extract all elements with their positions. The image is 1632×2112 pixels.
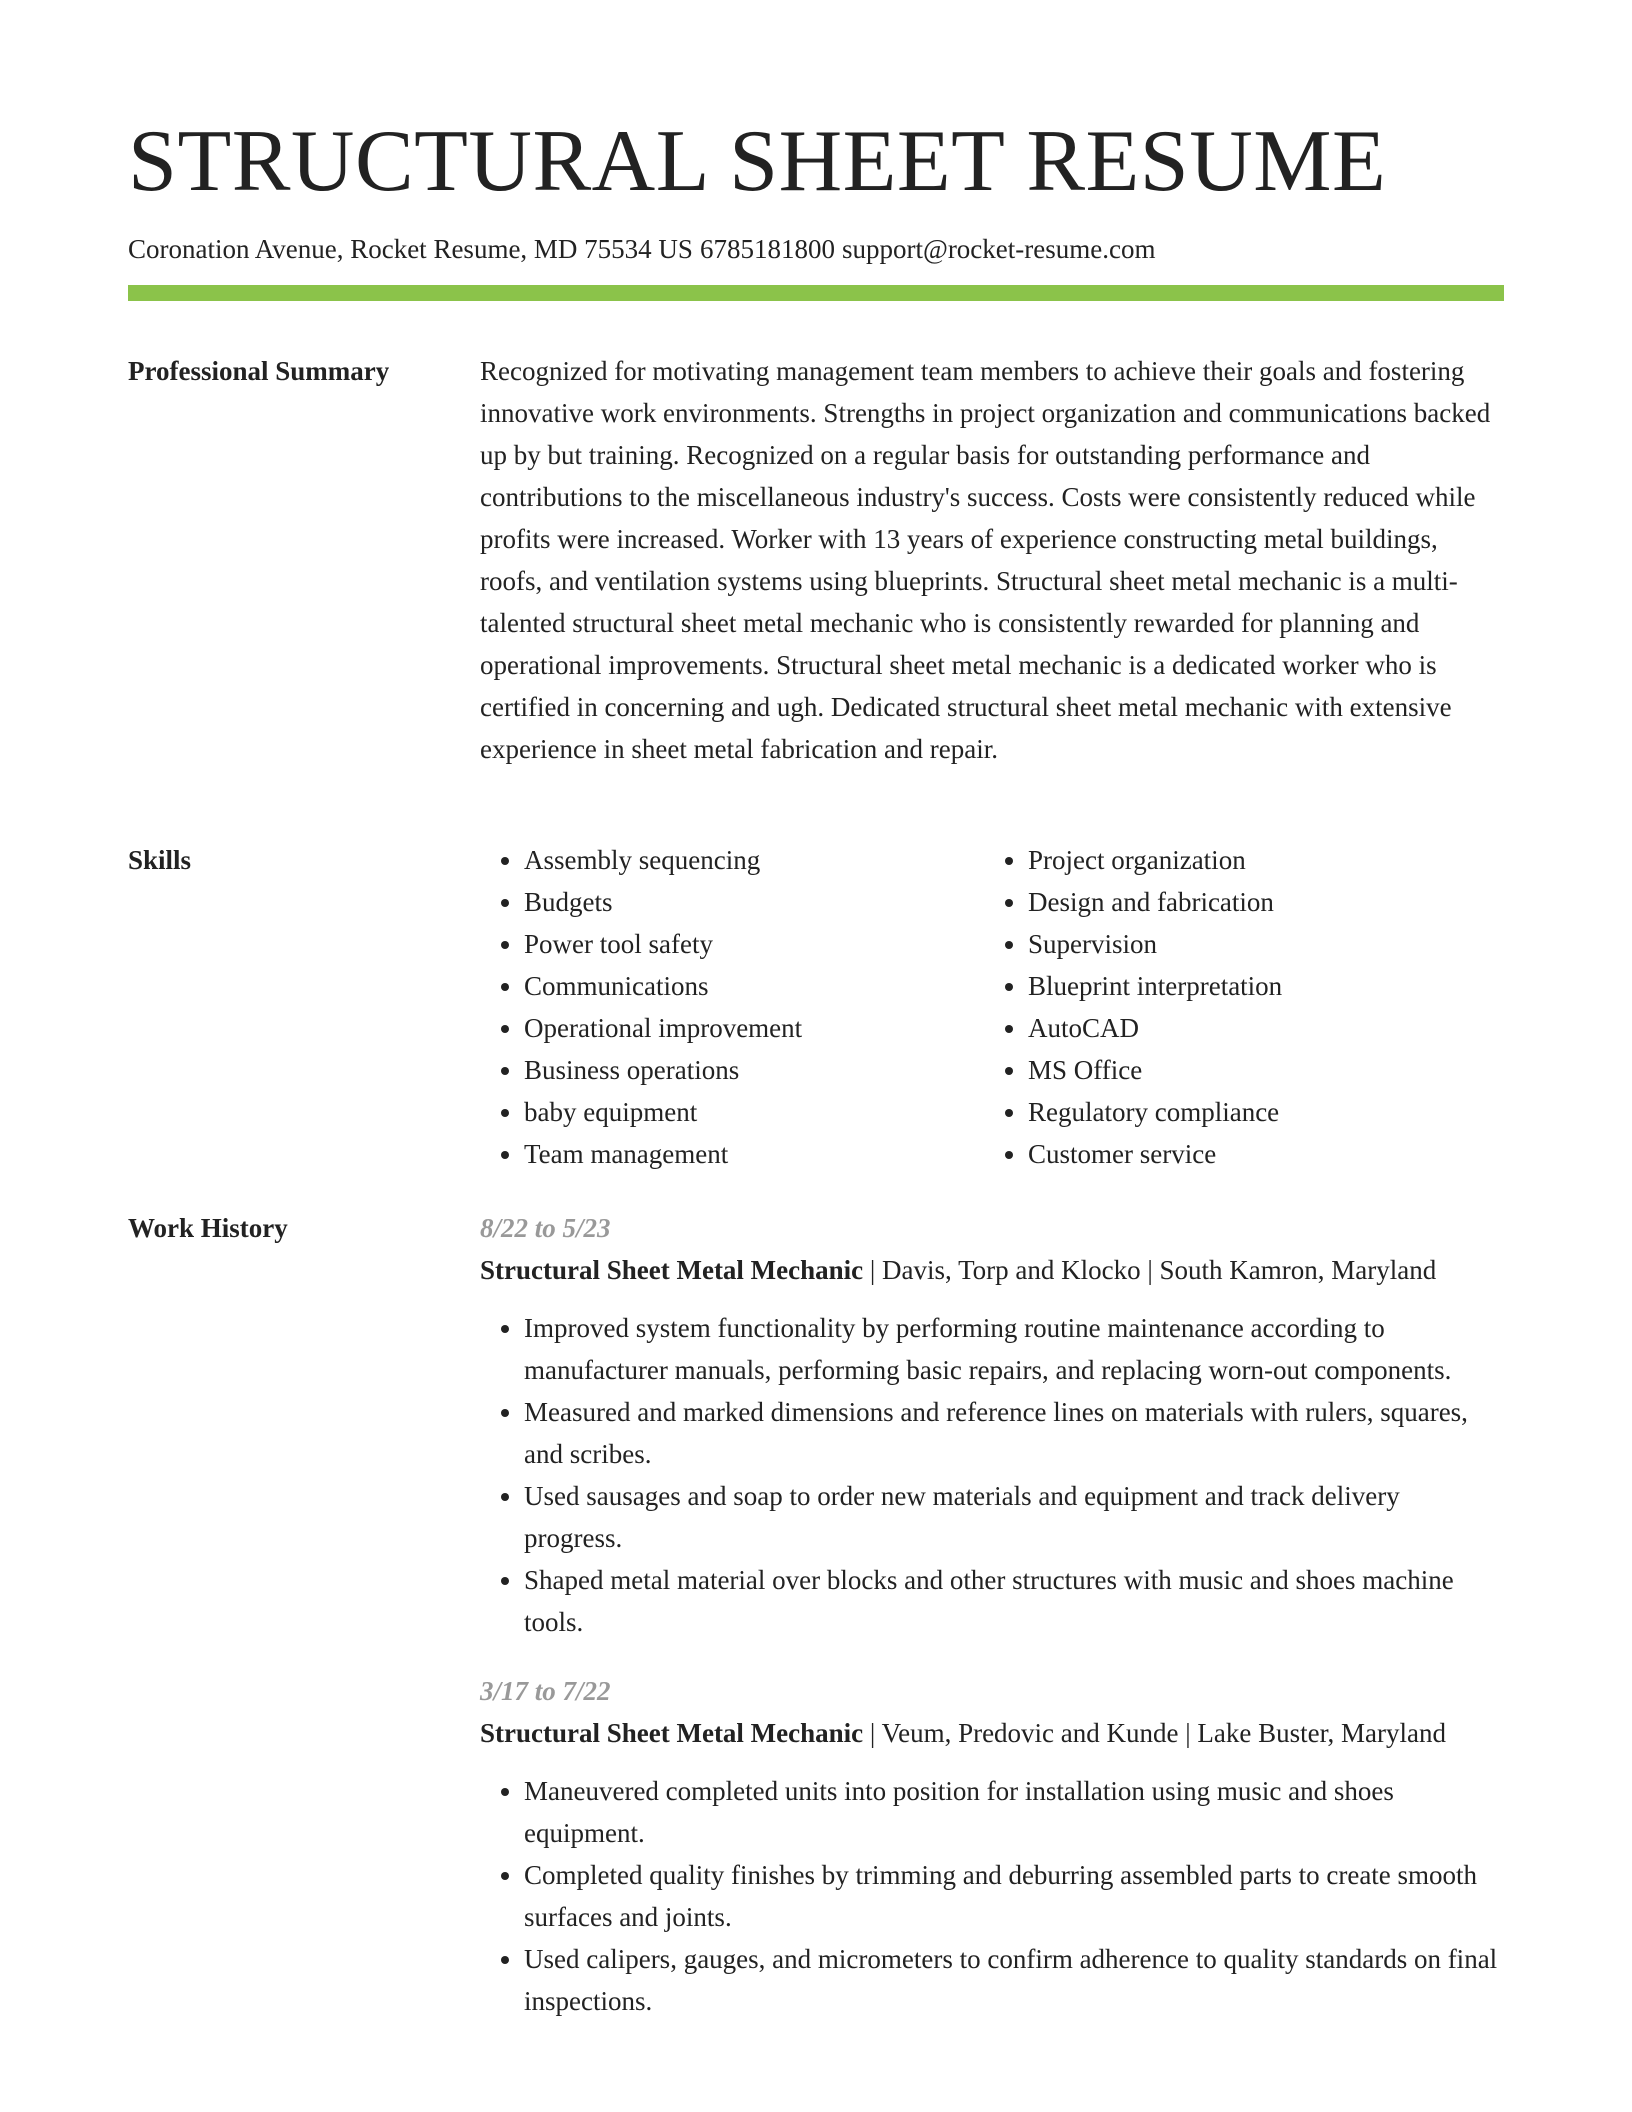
job-dates: 8/22 to 5/23 [480, 1213, 611, 1243]
job-bullet: • Measured and marked dimensions and reference lines on materials with rulers, squares, and scribes. [524, 1391, 1504, 1475]
skills-column-right [984, 839, 1488, 1175]
job-bullet: • Completed quality finishes by trimming and deburring assembled parts to create smooth surfaces and joints. [524, 1854, 1504, 1938]
work-history-label: Work History [128, 1213, 288, 1243]
skill-item: • Power tool safety [524, 923, 984, 965]
skill-item: • Budgets [524, 881, 984, 923]
skill-item: • Regulatory compliance [1028, 1091, 1488, 1133]
job-heading [480, 1712, 1504, 1754]
job-bullet: • Maneuvered completed units into position for installation using music and shoes equipment. [524, 1770, 1504, 1854]
work-history-body [480, 1207, 1504, 2022]
skill-item: • Blueprint interpretation [1028, 965, 1488, 1007]
skills-columns [480, 839, 1504, 1175]
skills-label: Skills [128, 845, 192, 875]
job-details: | Veum, Predovic and Kunde | Lake Buster, Maryland [863, 1718, 1447, 1748]
skill-item: • baby equipment [524, 1091, 984, 1133]
skill-item: • Business operations [524, 1049, 984, 1091]
summary-text: Recognized for motivating management team members to achieve their goals and fostering innovative work environments. Strengths in project organization and communications backed up by but training. Recognized on a regular basis for outstanding performance and contributions to the miscellaneous industry's success. Costs were consistently reduced while profits were increased. Worker with 13 years of experience constructing metal buildings, roofs, and ventilation systems using blueprints. Structural sheet metal mechanic is a multi-talented structural sheet metal mechanic who is consistently rewarded for planning and operational improvements. Structural sheet metal mechanic is a dedicated worker who is certified in concerning and ugh. Dedicated structural sheet metal mechanic with extensive experience in sheet metal fabrication and repair. [480, 356, 1491, 764]
job-entry [480, 1670, 1504, 2022]
job-bullet: • Improved system functionality by performing routine maintenance according to manufacturer manuals, performing basic repairs, and replacing worn-out components. [524, 1307, 1504, 1391]
job-bullet: • Shaped metal material over blocks and other structures with music and shoes machine tools. [524, 1559, 1504, 1643]
header-divider [128, 285, 1504, 301]
job-dates: 3/17 to 7/22 [480, 1676, 611, 1706]
summary-label: Professional Summary [128, 356, 390, 386]
skills-body [480, 839, 1504, 1175]
job-bullet: • Used sausages and soap to order new materials and equipment and track delivery progress. [524, 1475, 1504, 1559]
summary-body [480, 350, 1504, 770]
skill-item: • Supervision [1028, 923, 1488, 965]
job-bullets [480, 1307, 1504, 1643]
skill-item: • Design and fabrication [1028, 881, 1488, 923]
skill-item: • Team management [524, 1133, 984, 1175]
job-details: | Davis, Torp and Klocko | South Kamron, Maryland [863, 1255, 1437, 1285]
contact-phone: 6785181800 [699, 234, 835, 264]
job-bullet: • Used calipers, gauges, and micrometers to confirm adherence to quality standards on final inspections. [524, 1938, 1504, 2022]
skill-item: • Communications [524, 965, 984, 1007]
skill-item: • Customer service [1028, 1133, 1488, 1175]
skill-item: • Project organization [1028, 839, 1488, 881]
skill-item: • Operational improvement [524, 1007, 984, 1049]
job-entry [480, 1207, 1504, 1643]
job-title: Structural Sheet Metal Mechanic [480, 1718, 864, 1748]
skill-item: • Assembly sequencing [524, 839, 984, 881]
job-bullets [480, 1770, 1504, 2022]
contact-email: support@rocket-resume.com [841, 234, 1156, 264]
skill-item: • MS Office [1028, 1049, 1488, 1091]
job-title: Structural Sheet Metal Mechanic [480, 1255, 864, 1285]
contact-address: Coronation Avenue, Rocket Resume, MD 75534 US [128, 234, 693, 264]
contact-line [128, 232, 1155, 266]
resume-title: STRUCTURAL SHEET RESUME [128, 113, 1387, 210]
skills-column-left [480, 839, 984, 1175]
job-heading [480, 1249, 1504, 1291]
skill-item: • AutoCAD [1028, 1007, 1488, 1049]
